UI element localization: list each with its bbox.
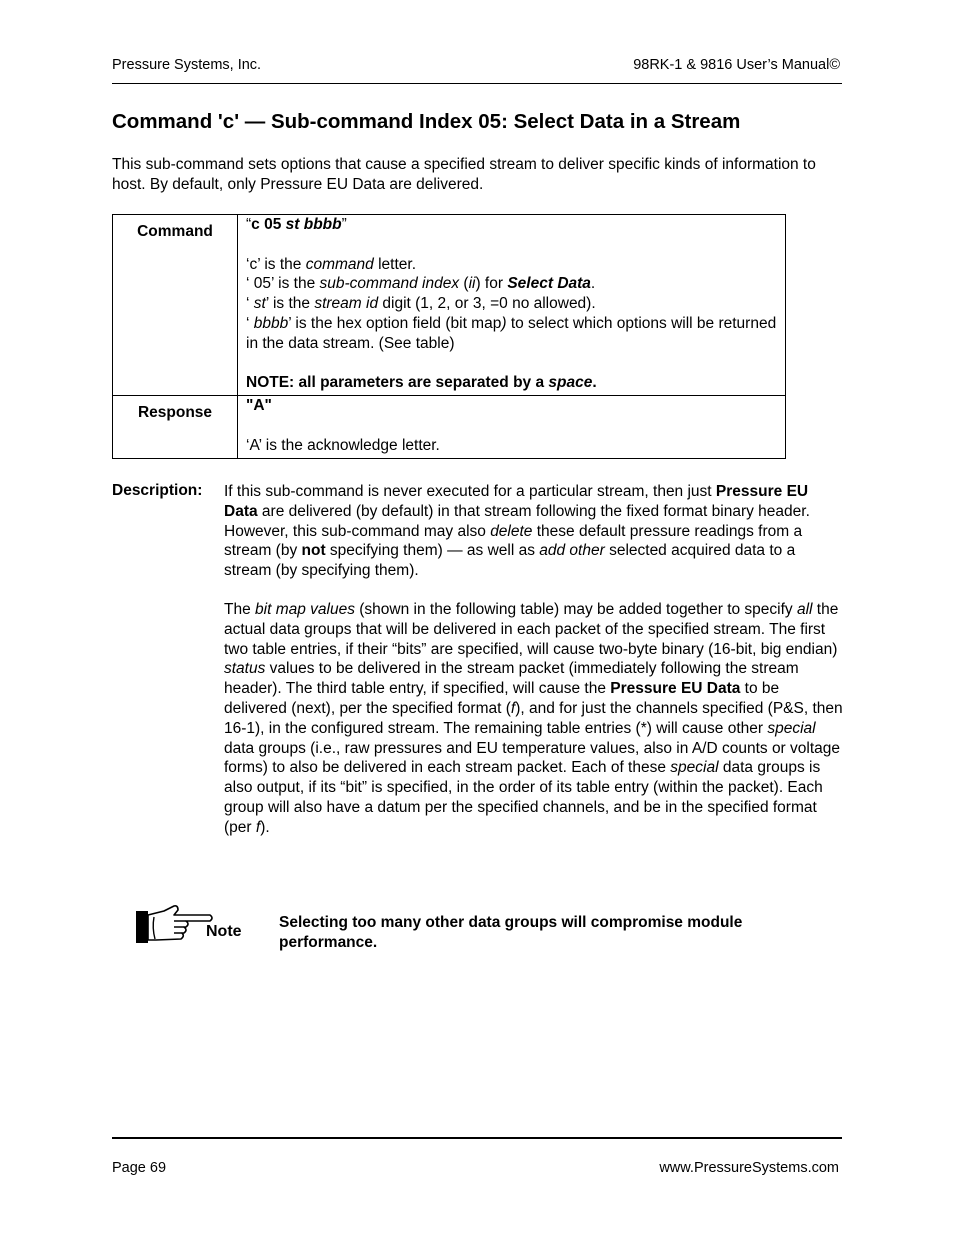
section-title: Command 'c' — Sub-command Index 05: Select Data in a Stream xyxy=(112,110,741,133)
command-line-letter: ‘c’ is the command letter. xyxy=(246,255,417,273)
response-label: Response xyxy=(113,396,238,458)
command-syntax: “c 05 st bbbb” xyxy=(246,216,347,233)
page-number: Page 69 xyxy=(112,1160,167,1176)
header-company: Pressure Systems, Inc. xyxy=(112,57,262,73)
description-paragraph-2: The bit map values (shown in the following table) may be added together to specify all the actual data groups that will be delivered in each packet of the specified stream. The first two table entries, if their “bits” are specified, will cause two-byte binary (16-bit, big endian) status values to be delivered in the stream packet (immediately following the stream header). The third table entry, if specified, will cause the Pressure EU Data to be delivered (next), per the specified format (f), and for just the channels specified (P&S, then 16-1), in the configured stream. The remaining table entries (*) will cause other special data groups (i.e., raw pressures and EU temperature values, also in A/D counts or voltage forms) to also be delivered in each stream packet. Each of these special data groups is also output, if its “bit” is specified, in the order of its table entry (within the packet). Each group will also have a datum per the specified channels, and be in the specified format (per f). xyxy=(224,600,843,836)
command-line-bitmap: ‘ bbbb’ is the hex option field (bit map) to select which options will be returned in the data stream. (See table) xyxy=(246,314,777,352)
command-line-index: ‘ 05’ is the sub-command index (ii) for Select Data. xyxy=(246,275,596,293)
description-body xyxy=(224,482,844,838)
command-note: NOTE: all parameters are separated by a space. xyxy=(246,374,597,392)
description-label: Description: xyxy=(112,482,203,499)
header-manual-title: 98RK-1 & 9816 User’s Manual© xyxy=(633,57,840,73)
command-cell xyxy=(238,215,786,396)
command-line-stream: ‘ st’ is the stream id digit (1, 2, or 3, =0 no allowed). xyxy=(246,295,596,313)
description-paragraph-1: If this sub-command is never executed for a particular stream, then just Pressure EU Data are delivered (by default) in that stream following the fixed format binary header. However, this sub-command may also delete these default pressure readings from a stream (by not specifying them) — as well as add other selected acquired data to a stream (by specifying them). xyxy=(224,483,810,580)
response-text: ‘A’ is the acknowledge letter. xyxy=(246,436,440,454)
response-cell xyxy=(238,396,786,458)
footer-rule xyxy=(112,1137,842,1139)
note-text: Selecting too many other data groups will compromise module performance. xyxy=(279,914,743,951)
response-value: "A" xyxy=(246,397,272,415)
command-label: Command xyxy=(113,215,238,396)
command-table xyxy=(112,214,786,459)
intro-paragraph: This sub-command sets options that cause a specified stream to deliver specific kinds of information to host. By default, only Pressure EU Data are delivered. xyxy=(112,156,816,193)
header-rule xyxy=(112,83,842,84)
footer-website: www.PressureSystems.com xyxy=(659,1160,839,1176)
pointing-hand-icon xyxy=(134,902,214,949)
command-row xyxy=(113,215,786,396)
response-row xyxy=(113,396,786,458)
note-label: Note xyxy=(206,923,242,940)
